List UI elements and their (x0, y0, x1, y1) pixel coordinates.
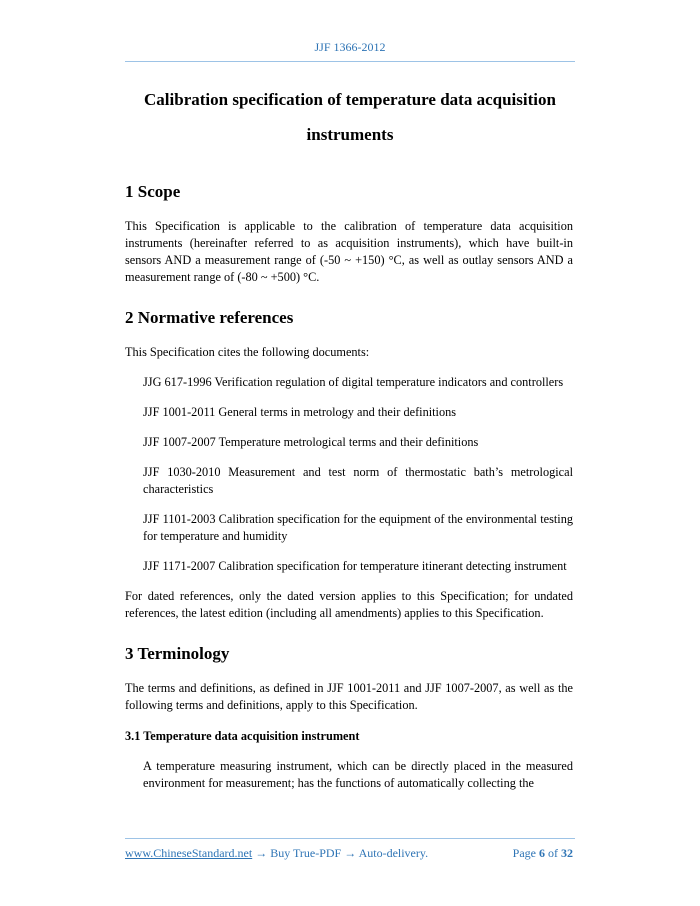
section-terminology-heading: 3 Terminology (125, 644, 230, 663)
normative-intro: This Specification cites the following documents: (125, 345, 370, 359)
reference-item: JJF 1101-2003 Calibration specification for the equipment of the environmental testing for temperature and humidity (143, 512, 573, 543)
page-number (513, 846, 573, 861)
terminology-intro: The terms and definitions, as defined in JJF 1001-2011 and JJF 1007-2007, as well as the following terms and definitions, apply to this Specification. (125, 681, 573, 712)
page-of: of (548, 846, 558, 860)
subsection-text: A temperature measuring instrument, which can be directly placed in the measured environment for measurement; has the functions of automatically collecting the (143, 759, 573, 790)
page-label: Page (512, 846, 536, 860)
title-line-1: Calibration specification of temperature data acquisition (144, 90, 556, 109)
page-total: 32 (561, 846, 573, 860)
reference-item: JJF 1007-2007 Temperature metrological terms and their definitions (143, 435, 479, 449)
section-scope-text: This Specification is applicable to the calibration of temperature data acquisition instruments (hereinafter referred to as acquisition instruments), which have built-in sensors AND a measurement range of (-50 ~ +150) °C, as well as outlay sensors AND a measurement range of (-80 ~ +500) °C. (125, 219, 573, 284)
footer-promo (125, 846, 428, 861)
normative-note: For dated references, only the dated version applies to this Specification; for undated references, the latest edition (including all amendments) applies to this Specification. (125, 589, 573, 620)
section-scope-heading: 1 Scope (125, 182, 181, 201)
reference-item: JJF 1030-2010 Measurement and test norm of thermostatic bath’s metrological characteristics (143, 465, 573, 496)
subsection-heading: 3.1 Temperature data acquisition instrument (125, 729, 360, 743)
reference-item: JJG 617-1996 Verification regulation of digital temperature indicators and controllers (143, 375, 564, 389)
header-divider (125, 61, 575, 62)
page-header-code: JJF 1366-2012 (314, 40, 386, 54)
website-link[interactable]: www.ChineseStandard.net (125, 846, 253, 860)
reference-item: JJF 1171-2007 Calibration specification for temperature itinerant detecting instrument (143, 559, 567, 573)
reference-item: JJF 1001-2011 General terms in metrology and their definitions (143, 405, 457, 419)
document-title (125, 82, 575, 152)
footer-tagline: → Buy True-PDF → Auto-delivery. (252, 846, 429, 860)
title-line-2: instruments (306, 125, 394, 144)
document-body (125, 180, 573, 792)
section-normative-heading: 2 Normative references (125, 308, 294, 327)
page-current: 6 (539, 846, 545, 860)
footer-divider (125, 838, 575, 839)
